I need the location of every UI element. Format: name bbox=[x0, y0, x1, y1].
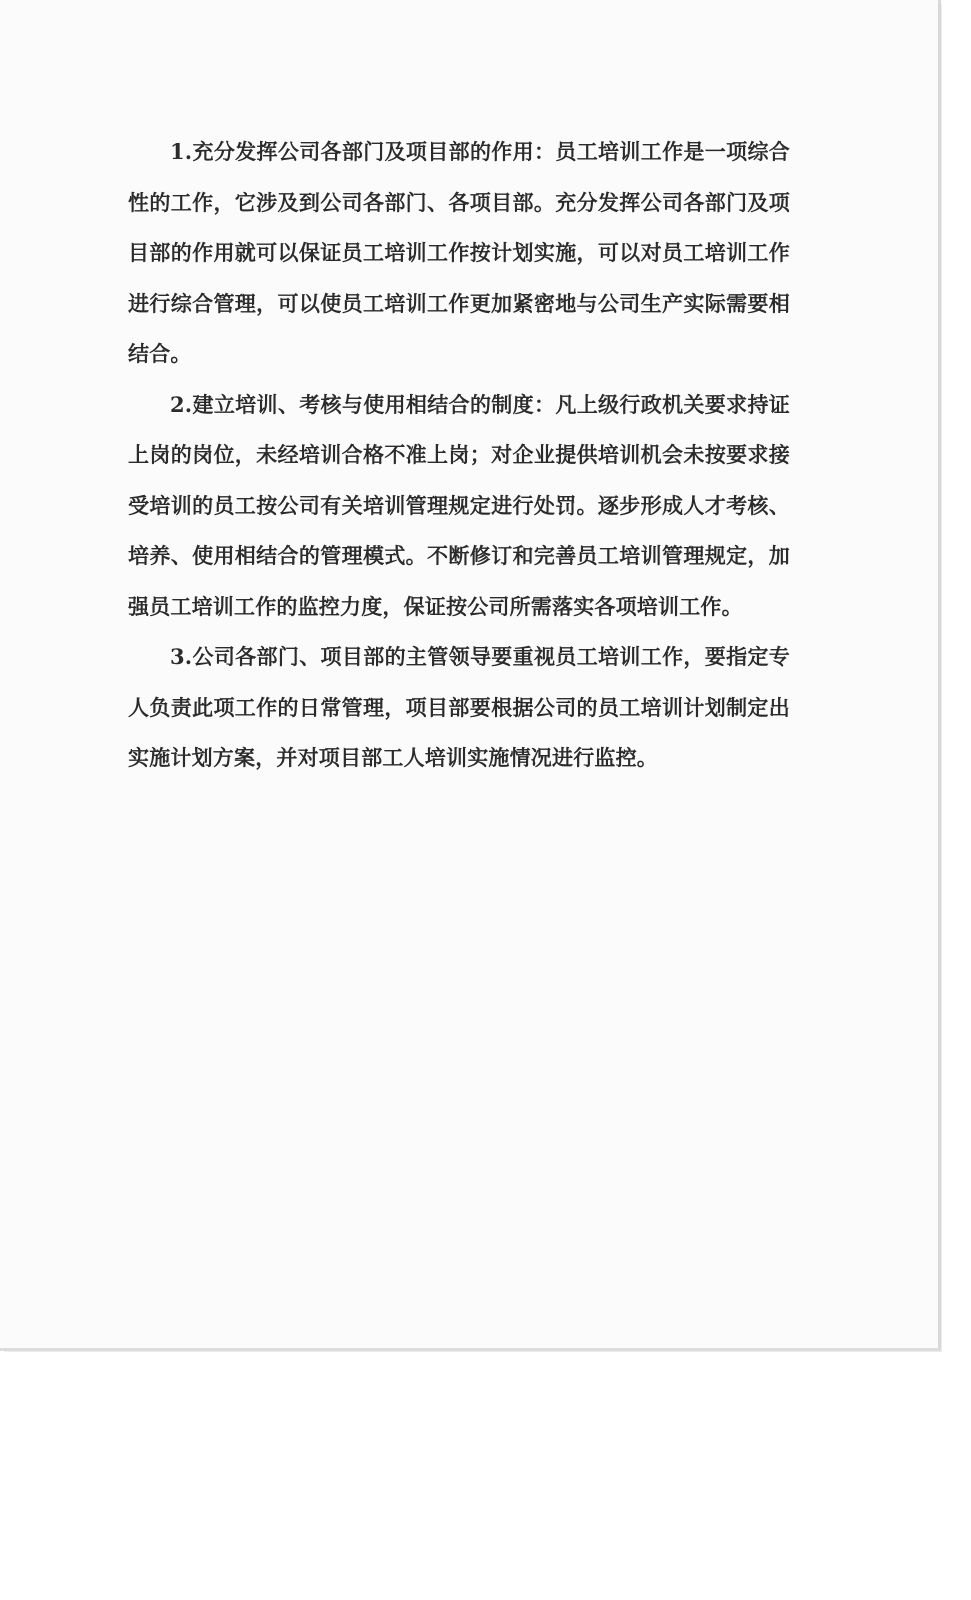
paragraph-2: 2.建立培训、考核与使用相结合的制度：凡上级行政机关要求持证上岗的岗位，未经培训合格不准上岗；对企业提供培训机会未按要求接受培训的员工按公司有关培训管理规定进行处罚。逐步形成人才考核、培养、使用相结合的管理模式。不断修订和完善员工培训管理规定，加强员工培训工作的监控力度，保证按公司所需落实各项培训工作。 bbox=[128, 391, 790, 619]
document-body bbox=[128, 127, 790, 784]
page-edge-shadow-bottom bbox=[0, 1348, 941, 1351]
paragraph-3: 3.公司各部门、项目部的主管领导要重视员工培训工作，要指定专人负责此项工作的日常管理，项目部要根据公司的员工培训计划制定出实施计划方案，并对项目部工人培训实施情况进行监控。 bbox=[128, 644, 790, 770]
page-edge-shadow-right bbox=[938, 0, 941, 1350]
paragraph-1: 1.充分发挥公司各部门及项目部的作用：员工培训工作是一项综合性的工作，它涉及到公司各部门、各项目部。充分发挥公司各部门及项目部的作用就可以保证员工培训工作按计划实施，可以对员工培训工作进行综合管理，可以使员工培训工作更加紧密地与公司生产实际需要相结合。 bbox=[128, 139, 790, 366]
